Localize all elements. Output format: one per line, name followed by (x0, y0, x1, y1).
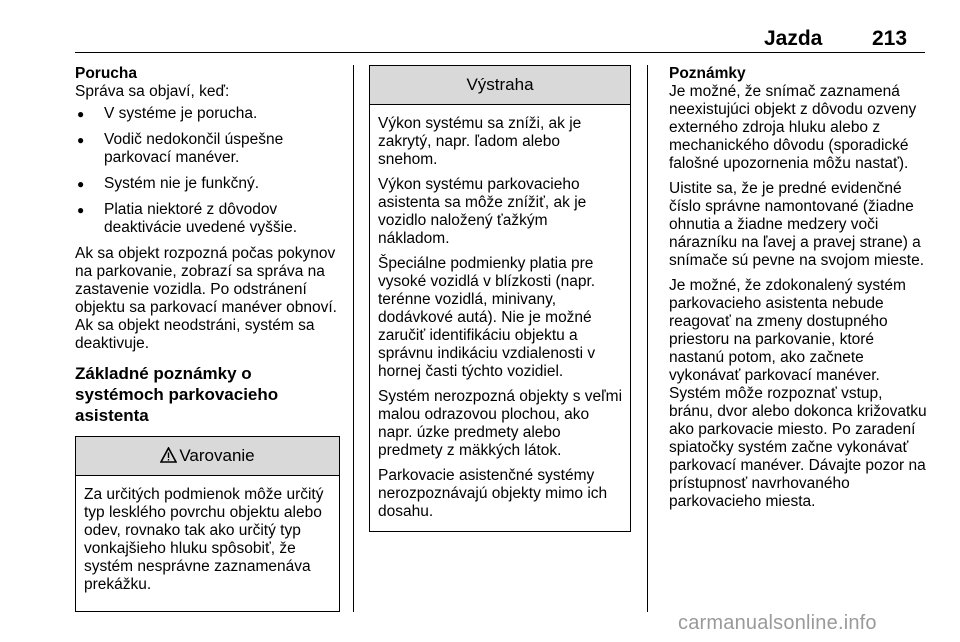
caution-paragraph: Parkovacie asistenčné systémy nerozpoznávajú objekty mimo ich dosahu. (378, 467, 608, 520)
note-paragraph: Je možné, že snímač zaznamená neexistujúci objekt z dôvodu ozveny externého zdroja hluku alebo z mechanického dôvodu (sporadické falošné upozornenia môžu nastať). (669, 83, 917, 172)
warning-box-header (76, 437, 339, 476)
caution-box-title: Výstraha (466, 75, 534, 94)
page-number: 213 (872, 27, 908, 50)
fault-list (75, 105, 340, 237)
caution-box-body (370, 105, 630, 531)
fault-paragraph: Ak sa objekt rozpozná počas pokynov na parkovanie, zobrazí sa správa na zastavenie vozidla. Po odstránení objektu sa parkovací manéver obnoví. Ak sa objekt neodstráni, systém sa deaktivuje. (75, 245, 337, 352)
right-column (669, 65, 927, 518)
left-column (75, 65, 340, 612)
warning-triangle-icon (160, 439, 177, 477)
middle-column (369, 65, 631, 532)
caution-paragraph: Výkon systému parkovacieho asistenta sa môže znížiť, ak je vozidlo naložený ťažkým nákladom. (378, 176, 587, 247)
note-paragraph: Je možné, že zdokonalený systém parkovacieho asistenta nebude reagovať na zmeny dostupného priestoru na parkovanie, ktoré nastanú potom, ako začnete vykonávať parkovací manéver. Systém môže rozpoznať vstup, bránu, dvor alebo dokonca križovatku ako parkovacie miesto. Po zaradení spiatočky systém začne vykonávať parkovací manéver. Dávajte pozor na prístupnosť navrhovaného parkovacieho miesta. (669, 277, 927, 510)
list-item: ● Systém nie je funkčný. (75, 175, 340, 193)
caution-paragraph: Špeciálne podmienky platia pre vysoké vozidlá v blízkosti (napr. terénne vozidlá, minivany, dodávkové autá). Nie je možné zaručiť identifikáciu objektu a správnu indikáciu vzdialenosti v hornej časti týchto vozidiel. (378, 255, 596, 380)
fault-heading: Porucha (75, 65, 138, 82)
note-paragraph: Uistite sa, že je predné evidenčné číslo správne namontované (žiadne ohnutia a žiadne medzery voči nárazníku na ľavej a pravej strane) a snímače sú pevne na svojom mieste. (669, 180, 925, 269)
warning-box-body (76, 476, 339, 611)
caution-box-header (370, 66, 630, 105)
watermark: carmanualsonline.info (678, 612, 877, 634)
list-item: ● V systéme je porucha. (75, 105, 340, 123)
caution-paragraph: Systém nerozpozná objekty s veľmi malou odrazovou plochou, ako napr. úzke predmety alebo predmety z mäkkých látok. (378, 388, 623, 459)
list-item: ● Vodič nedokončil úspešne parkovací manéver. (75, 131, 340, 167)
warning-box (75, 436, 340, 612)
section-title: Jazda (764, 27, 823, 50)
section-heading: Základné poznámky o systémoch parkovacieho asistenta (75, 364, 279, 425)
note-heading: Poznámky (669, 65, 746, 82)
list-item: ● Platia niektoré z dôvodov deaktivácie uvedené vyššie. (75, 201, 340, 237)
column-divider-right (647, 65, 648, 612)
fault-intro: Správa sa objaví, keď: (75, 83, 230, 100)
warning-box-title: Varovanie (179, 446, 255, 465)
caution-box (369, 65, 631, 532)
column-divider-left (353, 65, 354, 612)
header-divider (75, 52, 925, 53)
warning-text: Za určitých podmienok môže určitý typ lesklého povrchu objektu alebo odev, rovnako tak ako určitý typ vonkajšieho hluku spôsobiť, že systém nesprávne zaznamenáva prekážku. (84, 486, 324, 593)
caution-paragraph: Výkon systému sa zníži, ak je zakrytý, napr. ľadom alebo snehom. (378, 115, 582, 168)
